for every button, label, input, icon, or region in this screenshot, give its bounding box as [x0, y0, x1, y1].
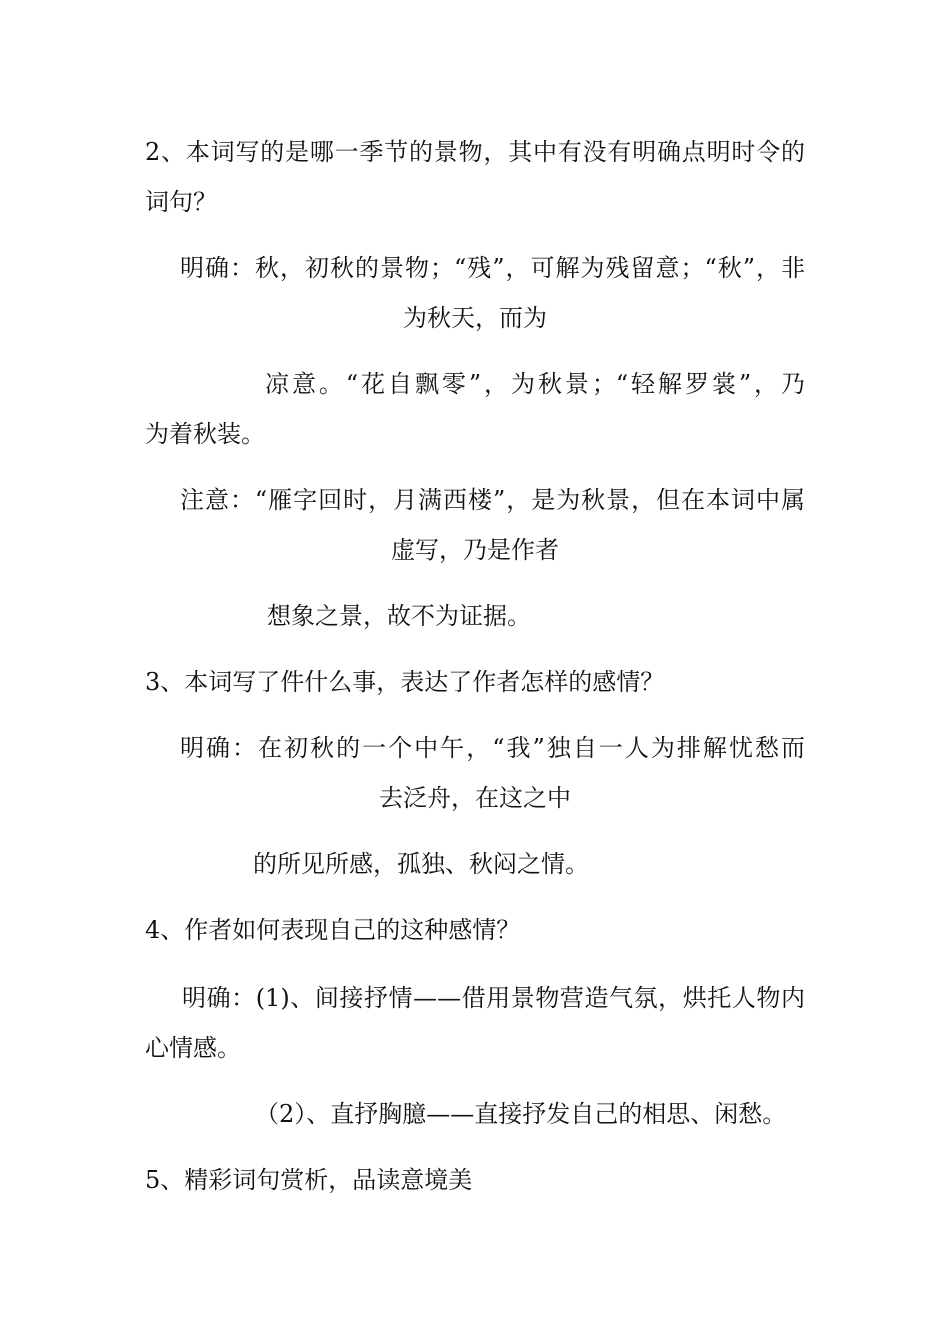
q4-question: 4、作者如何表现自己的这种感情？ [145, 916, 521, 944]
q4-answer-line2: 心情感。 [145, 1034, 241, 1062]
q2-note-line3: 想象之景，故不为证据。 [267, 602, 531, 630]
q2-question-line1: 2、本词写的是哪一季节的景物，其中有没有明确点明时令的 [145, 138, 805, 166]
q2-answer-line1: 明确：秋，初秋的景物；“残”，可解为残留意；“秋”，非 [180, 254, 805, 282]
q4-answer-line1: 明确：(1)、间接抒情——借用景物营造气氛，烘托人物内 [182, 984, 805, 1012]
q3-question: 3、本词写了件什么事，表达了作者怎样的感情？ [145, 668, 665, 696]
q3-answer-line2: 去泛舟，在这之中 [379, 784, 571, 812]
q2-answer-line3: 凉意。“花自飘零”，为秋景；“轻解罗裳”，乃 [265, 370, 805, 398]
q2-answer-line4: 为着秋装。 [145, 420, 265, 448]
q2-answer-line2: 为秋天，而为 [403, 304, 547, 332]
q4-answer-line3: （2）、直抒胸臆——直接抒发自己的相思、闲愁。 [255, 1100, 787, 1128]
q2-note-line2: 虚写，乃是作者 [391, 536, 559, 564]
q3-answer-line3: 的所见所感，孤独、秋闷之情。 [253, 850, 589, 878]
q2-note-line1: 注意：“雁字回时，月满西楼”，是为秋景，但在本词中属 [180, 486, 805, 514]
q3-answer-line1: 明确：在初秋的一个中午，“我”独自一人为排解忧愁而 [180, 734, 805, 762]
q5-question: 5、精彩词句赏析，品读意境美 [145, 1166, 473, 1194]
q2-question-line2: 词句？ [145, 188, 217, 216]
